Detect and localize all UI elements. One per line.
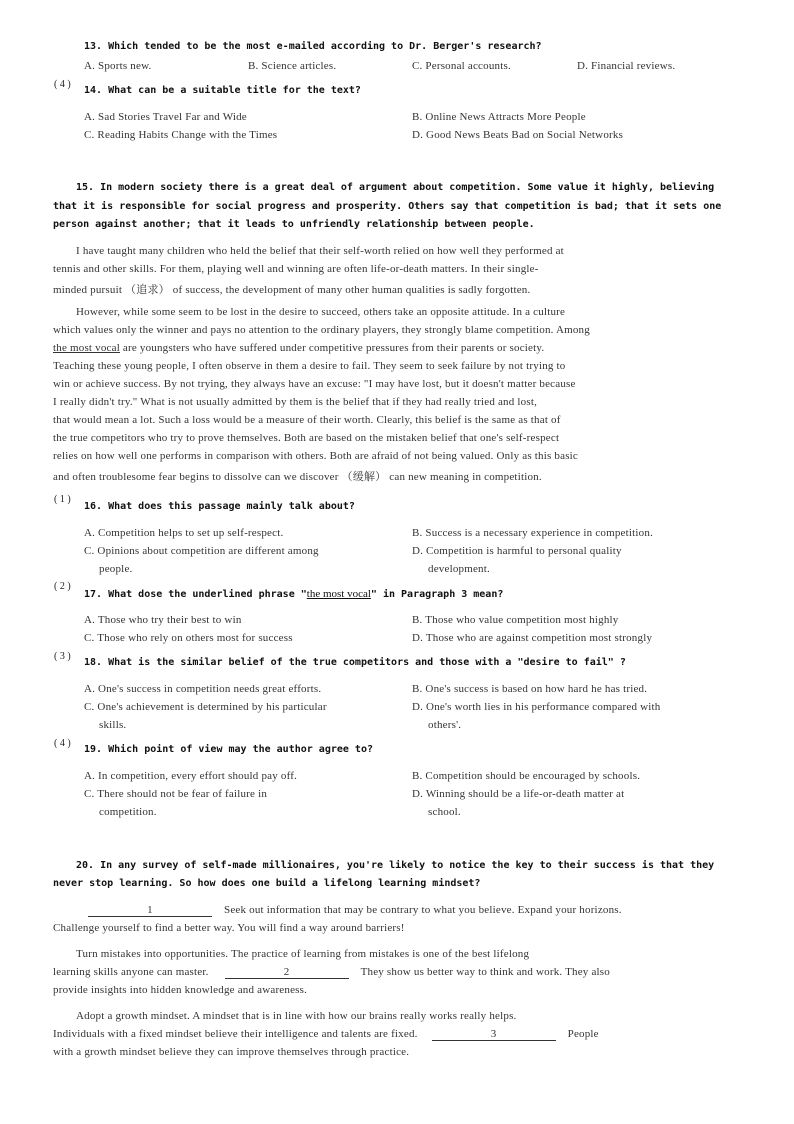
blank-1[interactable]: 1 — [88, 904, 212, 917]
p20-para2-line-1: Turn mistakes into opportunities. The practice of learning from mistakes is one of the best lifelong — [76, 948, 530, 960]
p15-para2-line-1: However, while some seem to be lost in the desire to succeed, others take an opposite attitude. In a culture — [76, 306, 566, 318]
p15-para1-line-2: tennis and other skills. For them, playing well and winning are often life-or-death matters. In their single- — [53, 263, 539, 275]
q18-question: 18. What is the similar belief of the true competitors and those with a "desire to fail" ? — [84, 657, 626, 668]
q13-question: 13. Which tended to be the most e-mailed according to Dr. Berger's research? — [84, 41, 542, 52]
p15-para2-line-10: and often troublesome fear begins to dissolve can we discover （缓解） can new meaning in competition. — [53, 471, 542, 483]
p15-para2-line-4: Teaching these young people, I often observe in them a desire to fail. They seem to seek failure by not trying to — [53, 360, 566, 372]
q14-answer-number: ( 4 ) — [54, 79, 71, 90]
q14-question: 14. What can be a suitable title for the text? — [84, 85, 361, 96]
p20-para3-line-2: Individuals with a fixed mindset believe their intelligence and talents are fixed. 3 People — [53, 1028, 599, 1040]
q19-option-c-cont: competition. — [99, 806, 157, 818]
p15-para1-line-3: minded pursuit （追求） of success, the development of many other human qualities is sadly forgotten. — [53, 284, 531, 296]
q14-option-a: A. Sad Stories Travel Far and Wide — [84, 111, 247, 123]
q16-option-d-cont: development. — [428, 563, 490, 575]
q18-answer-number: ( 3 ) — [54, 651, 71, 662]
q13-option-d: D. Financial reviews. — [577, 60, 676, 72]
q17-option-c: C. Those who rely on others most for success — [84, 632, 293, 644]
q19-option-c: C. There should not be fear of failure in — [84, 788, 268, 800]
p20-intro-line-2: never stop learning. So how does one build a lifelong learning mindset? — [53, 878, 481, 889]
p15-para2-line-3: the most vocal are youngsters who have suffered under competitive pressures from their parents or society. — [53, 342, 545, 354]
q16-option-c-cont: people. — [99, 563, 133, 575]
p20-para2-line-2: learning skills anyone can master. 2 They show us better way to think and work. They also — [53, 966, 610, 978]
q19-option-b: B. Competition should be encouraged by schools. — [412, 770, 641, 782]
q16-question: 16. What does this passage mainly talk about? — [84, 501, 355, 512]
q13-option-a: A. Sports new. — [84, 60, 152, 72]
p20-para2-line-3: provide insights into hidden knowledge and awareness. — [53, 984, 308, 996]
p15-para2-line-9: relies on how well one performs in comparison with others. Both are afraid of not being valued. Only as this basic — [53, 450, 579, 462]
q17-option-a: A. Those who try their best to win — [84, 614, 242, 626]
p15-intro-line-1: 15. In modern society there is a great deal of argument about competition. Some value it highly, believing — [76, 182, 715, 193]
q14-option-b: B. Online News Attracts More People — [412, 111, 586, 123]
q16-option-d: D. Competition is harmful to personal quality — [412, 545, 622, 557]
q17-answer-number: ( 2 ) — [54, 581, 71, 592]
q19-answer-number: ( 4 ) — [54, 738, 71, 749]
p15-para2-line-8: the true competitors who try to prove themselves. Both are based on the mistaken belief that one's self-respect — [53, 432, 560, 444]
q18-option-c-cont: skills. — [99, 719, 127, 731]
p15-intro-line-3: person against another; that it leads to unfriendly relationship between people. — [53, 219, 535, 230]
q19-question: 19. Which point of view may the author agree to? — [84, 744, 373, 755]
q19-option-d: D. Winning should be a life-or-death matter at — [412, 788, 625, 800]
underlined-phrase: the most vocal — [53, 342, 120, 354]
q14-option-c: C. Reading Habits Change with the Times — [84, 129, 278, 141]
p20-para1-line-2: Challenge yourself to find a better way. You will find a way around barriers! — [53, 922, 405, 934]
q18-option-d: D. One's worth lies in his performance compared with — [412, 701, 661, 713]
p15-para2-line-7: that would mean a lot. Such a loss would be a measure of their worth. Clearly, this belief is the same as that of — [53, 414, 561, 426]
q17-option-b: B. Those who value competition most highly — [412, 614, 619, 626]
p15-intro-line-2: that it is responsible for social progress and prosperity. Others say that competition is bad; that it sets one — [53, 201, 722, 212]
p15-para2-line-5: win or achieve success. By not trying, they always have an excuse: "I may have lost, but it doesn't matter because — [53, 378, 576, 390]
p20-intro-line-1: 20. In any survey of self-made millionaires, you're likely to notice the key to their success is that they — [76, 860, 715, 871]
q19-option-a: A. In competition, every effort should pay off. — [84, 770, 298, 782]
p20-para1-line-1: 1 Seek out information that may be contrary to what you believe. Expand your horizons. — [88, 904, 622, 917]
q18-option-a: A. One's success in competition needs great efforts. — [84, 683, 322, 695]
p15-para2-line-2: which values only the winner and pays no attention to the ordinary players, they strongly blame competition. Among — [53, 324, 590, 336]
q14-option-d: D. Good News Beats Bad on Social Networks — [412, 129, 624, 141]
p15-para1-line-1: I have taught many children who held the belief that their self-worth relied on how well they performed at — [76, 245, 564, 257]
p20-para3-line-1: Adopt a growth mindset. A mindset that is in line with how our brains really works really helps. — [76, 1010, 517, 1022]
q16-option-a: A. Competition helps to set up self-respect. — [84, 527, 284, 539]
q19-option-d-cont: school. — [428, 806, 461, 818]
q18-option-b: B. One's success is based on how hard he has tried. — [412, 683, 648, 695]
q17-option-d: D. Those who are against competition most strongly — [412, 632, 653, 644]
q16-option-b: B. Success is a necessary experience in competition. — [412, 527, 654, 539]
p15-para2-line-6: I really didn't try." What is not usually admitted by them is the belief that if they had really tried and lost, — [53, 396, 538, 408]
blank-2[interactable]: 2 — [225, 966, 349, 979]
p20-para3-line-3: with a growth mindset believe they can improve themselves through practice. — [53, 1046, 410, 1058]
q17-question: 17. What dose the underlined phrase "the most vocal" in Paragraph 3 mean? — [84, 588, 504, 600]
q16-answer-number: ( 1 ) — [54, 494, 71, 505]
q13-option-b: B. Science articles. — [248, 60, 337, 72]
q18-option-d-cont: others'. — [428, 719, 462, 731]
q16-option-c: C. Opinions about competition are different among — [84, 545, 319, 557]
q18-option-c: C. One's achievement is determined by his particular — [84, 701, 327, 713]
blank-3[interactable]: 3 — [432, 1028, 556, 1041]
q13-option-c: C. Personal accounts. — [412, 60, 511, 72]
